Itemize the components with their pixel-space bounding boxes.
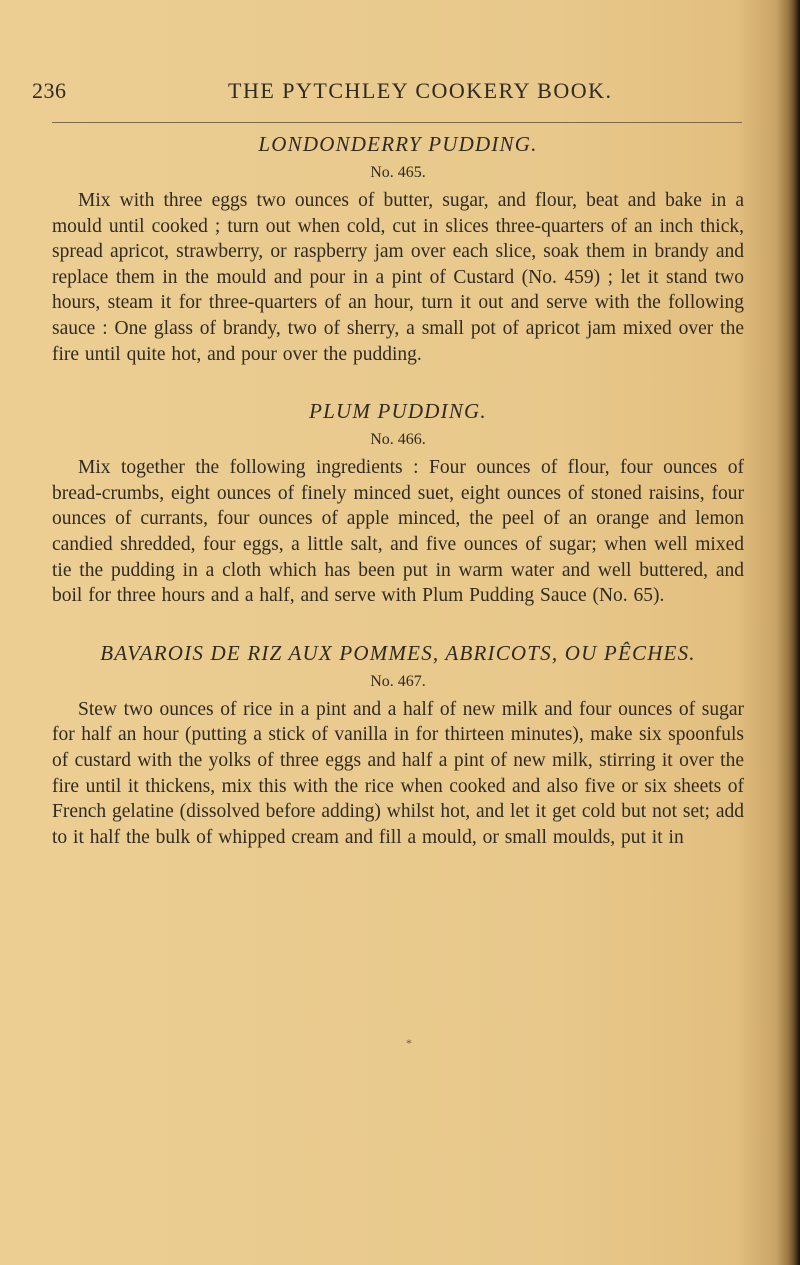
- recipe-section: [52, 639, 744, 851]
- recipe-title: LONDONDERRY PUDDING.: [258, 132, 538, 156]
- recipe-text: Stew two ounces of rice in a pint and a half of new milk and four ounces of sugar for half an hour (putting a stick of vanilla in for thirteen minutes), make six spoonfuls of custard with the yolks of three eggs and half a pint of new milk, stirring it over the fire until it thickens, mix this with the rice when cooked and also five or six sheets of French gelatine (dissolved before adding) whilst hot, and let it get cold but not set; add to it half the bulk of whipped cream and fill a mould, or small moulds, put it in: [52, 698, 744, 848]
- page-number: 236: [32, 78, 67, 103]
- recipe-title: BAVAROIS DE RIZ AUX POMMES, ABRICOTS, OU PÊCHES.: [100, 640, 696, 665]
- running-head: THE PYTCHLEY COOKERY BOOK.: [228, 78, 613, 103]
- recipe-title: PLUM PUDDING.: [309, 399, 487, 424]
- recipe-text: Mix together the following ingredients : Four ounces of flour, four ounces of bread-crumbs, eight ounces of finely minced suet, eight ounces of stoned raisins, four ounces of currants, four ounces of apple minced, the peel of an orange and lemon candied shredded, four eggs, a little salt, and five ounces of sugar; when well mixed tie the pudding in a cloth which has been put in warm water and well buttered, and boil for three hours and a half, and serve with Plum Pudding Sauce (No. 65).: [52, 457, 744, 607]
- recipe-number: No. 466.: [370, 431, 426, 449]
- signature-mark: *: [406, 1036, 412, 1050]
- recipe-section: [52, 130, 744, 367]
- recipe-number: No. 467.: [370, 672, 426, 690]
- recipe-text: Mix with three eggs two ounces of butter, sugar, and flour, beat and bake in a mould until cooked ; turn out when cold, cut in slices three-quarters of an inch thick, spread apricot, strawberry, or raspberry jam over each slice, soak them in brandy and replace them in the mould and pour in a pint of Custard (No. 459) ; let it stand two hours, steam it for three-quarters of an hour, turn it out and serve with the following sauce : One glass of brandy, two of sherry, a small pot of apricot jam mixed over the fire until quite hot, and pour over the pudding.: [52, 190, 744, 365]
- page-header: [32, 78, 752, 118]
- page-content: [52, 130, 744, 880]
- recipe-section: [52, 397, 744, 609]
- header-rule: [52, 122, 742, 123]
- recipe-number: No. 465.: [370, 164, 426, 181]
- page-edge-shadow: [788, 0, 800, 1265]
